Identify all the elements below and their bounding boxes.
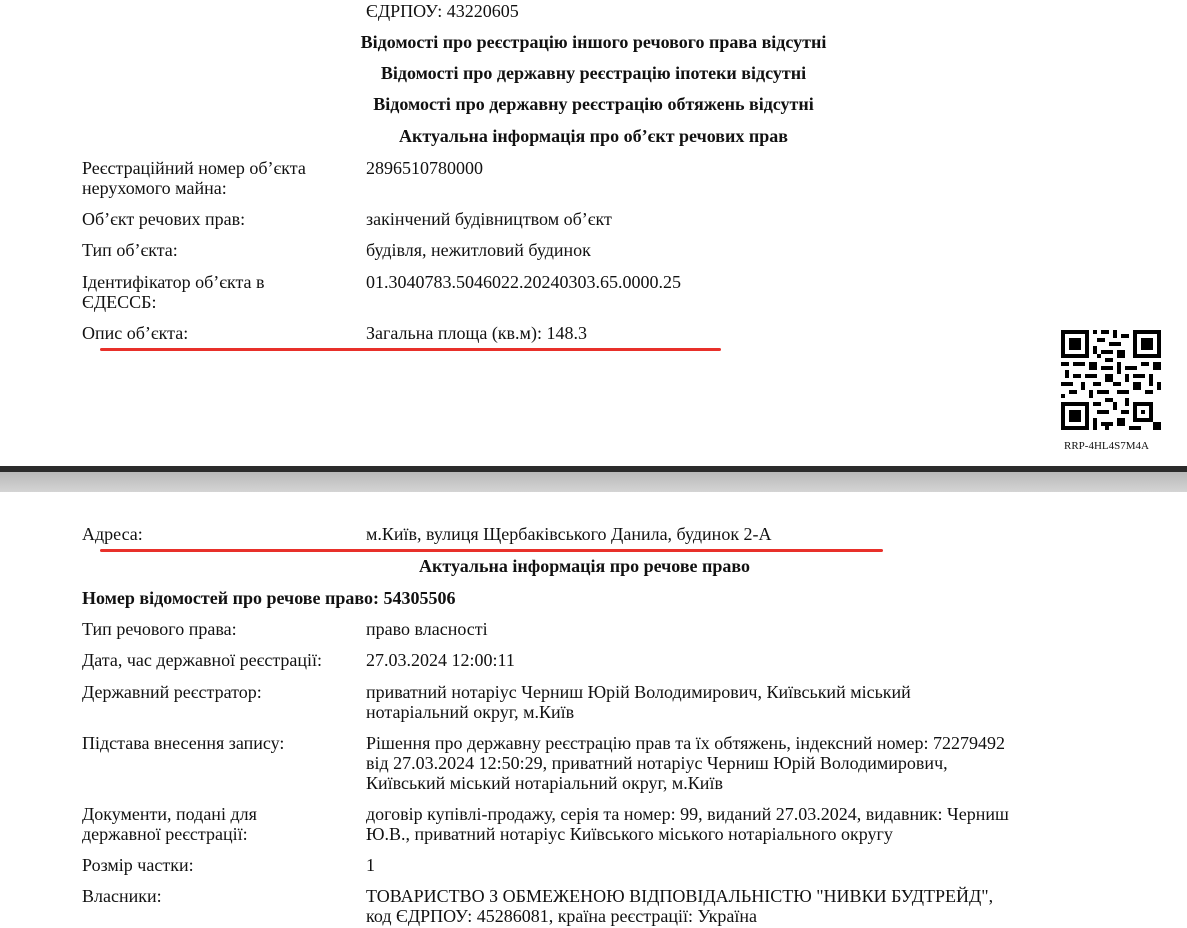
id-value: 01.3040783.5046022.20240303.65.0000.25 xyxy=(366,272,681,292)
reg-date-value: 27.03.2024 12:00:11 xyxy=(366,650,515,670)
desc-value: Загальна площа (кв.м): 148.3 xyxy=(366,323,587,343)
basis-label: Підстава внесення запису: xyxy=(82,733,285,753)
right-type-value: право власності xyxy=(366,619,488,639)
docs-value-line1: договір купівлі-продажу, серія та номер: 99, виданий 27.03.2024, видавник: Черниш xyxy=(366,804,1009,824)
object-label: Об’єкт речових прав: xyxy=(82,209,246,229)
desc-underline xyxy=(100,348,721,351)
docs-label-line1: Документи, подані для xyxy=(82,804,257,824)
owners-label: Власники: xyxy=(82,886,162,906)
id-label xyxy=(82,272,265,312)
heading-object-info: Актуальна інформація про об’єкт речових прав xyxy=(398,126,788,146)
qr-code-text: RRP-4HL4S7M4A xyxy=(1064,440,1149,452)
record-number-label: Номер відомостей про речове право: xyxy=(82,588,379,608)
address-label: Адреса: xyxy=(82,524,143,544)
reg-date-label: Дата, час державної реєстрації: xyxy=(82,650,323,670)
docs-value xyxy=(366,804,1009,844)
basis-value-line1: Рішення про державну реєстрацію прав та їх обтяжень, індексний номер: 72279492 xyxy=(366,733,1006,753)
basis-value xyxy=(366,733,1005,793)
basis-value-line2: від 27.03.2024 12:50:29, приватний нотаріус Черниш Юрій Володимирович, xyxy=(366,753,948,773)
registrar-label: Державний реєстратор: xyxy=(82,682,262,702)
heading-encumbrance-absent: Відомості про державну реєстрацію обтяжень відсутні xyxy=(373,94,814,114)
registrar-value-line2: нотаріальний округ, м.Київ xyxy=(366,702,575,722)
owners-value xyxy=(366,886,993,926)
type-value: будівля, нежитловий будинок xyxy=(366,240,591,260)
type-label: Тип об’єкта: xyxy=(82,240,178,260)
heading-other-right-absent: Відомості про реєстрацію іншого речового права відсутні xyxy=(360,32,827,52)
qr-code-icon xyxy=(1061,330,1161,430)
registrar-value-line1: приватний нотаріус Черниш Юрій Володимирович, Київський міський xyxy=(366,682,911,702)
reg-number-value: 2896510780000 xyxy=(366,158,483,178)
desc-label: Опис об’єкта: xyxy=(82,323,189,343)
docs-label xyxy=(82,804,257,844)
owners-value-line2: код ЄДРПОУ: 45286081, країна реєстрації: Україна xyxy=(366,906,757,926)
record-number-value: 54305506 xyxy=(383,588,456,608)
record-number xyxy=(82,587,455,609)
address-value: м.Київ, вулиця Щербаківського Данила, будинок 2-А xyxy=(366,524,772,544)
heading-mortgage-absent: Відомості про державну реєстрацію іпотеки відсутні xyxy=(380,63,807,83)
share-label: Розмір частки: xyxy=(82,855,194,875)
registrar-value xyxy=(366,682,911,722)
address-underline xyxy=(100,549,883,552)
reg-number-label xyxy=(82,158,306,198)
right-type-label: Тип речового права: xyxy=(82,619,237,639)
id-label-line2: ЄДЕССБ: xyxy=(82,292,157,312)
reg-number-label-line2: нерухомого майна: xyxy=(82,178,227,198)
object-value: закінчений будівництвом об’єкт xyxy=(366,209,612,229)
reg-number-label-line1: Реєстраційний номер об’єкта xyxy=(82,158,306,178)
page-break xyxy=(0,466,1187,492)
basis-value-line3: Київський міський нотаріальний округ, м.Київ xyxy=(366,773,723,793)
share-value: 1 xyxy=(366,855,375,875)
docs-value-line2: Ю.В., приватний нотаріус Київського міського нотаріального округу xyxy=(366,824,893,844)
owners-value-line1: ТОВАРИСТВО З ОБМЕЖЕНОЮ ВІДПОВІДАЛЬНІСТЮ "НИВКИ БУДТРЕЙД", xyxy=(366,886,994,906)
docs-label-line2: державної реєстрації: xyxy=(82,824,248,844)
edrpou-line: ЄДРПОУ: 43220605 xyxy=(366,1,519,21)
heading-right-info: Актуальна інформація про речове право xyxy=(419,556,751,576)
id-label-line1: Ідентифікатор об’єкта в xyxy=(82,272,265,292)
